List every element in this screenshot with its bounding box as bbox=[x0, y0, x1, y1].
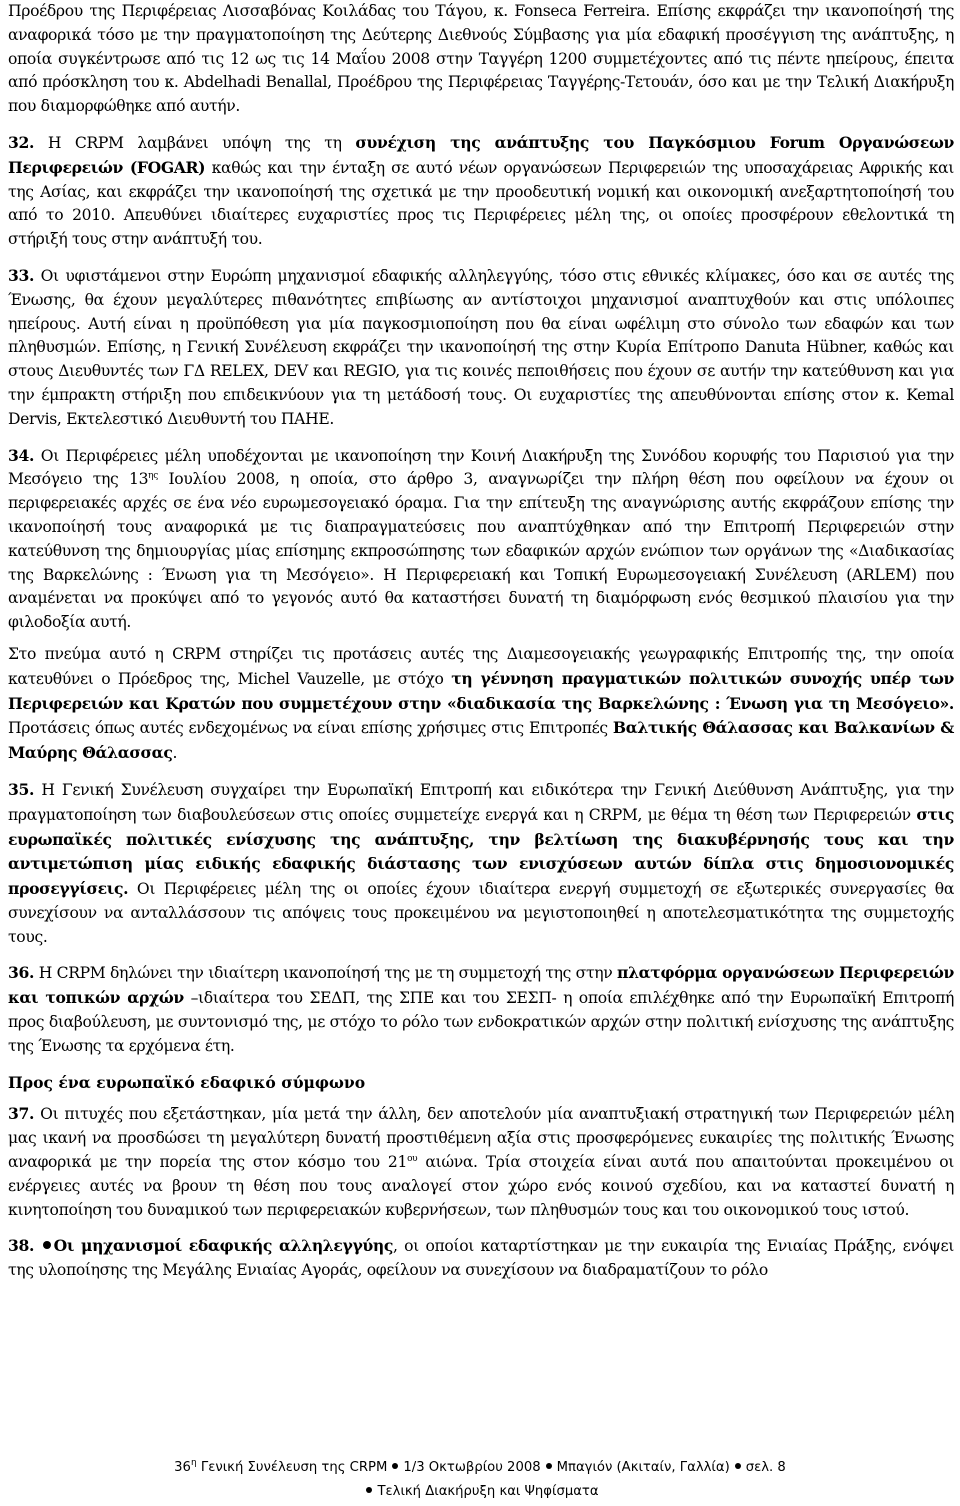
paragraph-number: 34. bbox=[8, 445, 35, 465]
paragraph-text: Η CRPM λαμβάνει υπόψη της τη bbox=[34, 133, 356, 152]
paragraph-number: 35. bbox=[8, 779, 35, 799]
paragraph-bold-text: συνέχιση της ανάπτυξης του Παγκόσμιου Forum Οργανώσεων Περιφερειών (FOGAR) bbox=[8, 132, 954, 177]
paragraph-text: Η CRPM δηλώνει την ιδιαίτερη ικανοποίησή της με τη συμμετοχή της στην bbox=[34, 964, 617, 983]
paragraph-text: Προτάσεις όπως αυτές ενδεχομένως να είναι επίσης χρήσιμες στις Επιτροπές bbox=[8, 719, 613, 738]
paragraph-number: 33. bbox=[8, 265, 35, 285]
paragraph-text: , οι οποίοι καταρτίστηκαν με την ευκαιρία της Ενιαίας Πράξης, ενόψει της υλοποίησης της Μεγάλης Ενιαίας Αγοράς, οφείλουν να συνεχίσουν να διαδραματίζουν το ρόλο bbox=[8, 1237, 954, 1280]
paragraph-text: Οι υφιστάμενοι στην Ευρώπη μηχανισμοί εδαφικής αλληλεγγύης, τόσο στις εθνικές κλίμακες, όσο και σε αυτές της Ένωσης, θα έχουν μεγαλύτερες πιθανότητες επιβίωσης αν αντίστοιχοι μηχανισμοί αναπτυχθούν και στις υπόλοιπες ηπείρους. Αυτή είναι η προϋπόθεση για μία παγκοσμιοποίηση που θα είναι ωφέλιμη στο σύνολο των εδαφών και των πληθυσμών. Επίσης, η Γενική Συνέλευση εκφράζει την ικανοποίησή της στην Κυρία Επίτροπο Danuta Hübner, καθώς και στους Διευθυντές των ΓΔ RELEX, DEV και REGIO, για τις κοινές πεποιθήσεις που έχουν σε αυτήν την κατεύθυνση και για την έμπρακτη στήριξη που επιδεικνύουν για τη μετάδοσή τους. Οι ευχαριστίες της απευθύνονται επίσης στον κ. Kemal Dervis, Εκτελεστικό Διευθυντή του ΠΑΗΕ. bbox=[8, 266, 954, 428]
intro-paragraph bbox=[8, 0, 954, 119]
intro-text: Προέδρου της Περιφέρειας Λισσαβόνας Κοιλάδας του Τάγου, κ. Fonseca Ferreira. Επίσης εκφράζει την ικανοποίησή της αναφορικά τόσο με την πραγματοποίηση της Δεύτερης Διεθνούς Σύμβασης για μία εδαφική προσέγγιση της ανάπτυξης, η οποία συγκέντρωσε από τις 12 ως τις 14 Μαΐου 2008 στην Ταγγέρη 1200 συμμετέχοντες από τις πέντε ηπείρους, έπειτα από πρόσκληση του κ. Abdelhadi Benallal, Προέδρου της Περιφέρειας Ταγγέρης-Τετουάν, όσο και με την Τελική Διακήρυξη που διαμορφώθηκε από αυτήν. bbox=[8, 2, 954, 116]
paragraph-text: Στο πνεύμα αυτό η CRPM στηρίζει τις προτάσεις αυτές της Διαμεσογειακής γεωγραφικής Επιτροπής της, την οποία κατευθύνει ο Πρόεδρος της, Michel Vauzelle, με στόχο bbox=[8, 644, 954, 688]
paragraph-text: καθώς και την ένταξη σε αυτό νέων οργανώσεων Περιφερειών της υποσαχάρειας Αφρικής και της Ασίας, και εκφράζει την ικανοποίησή της σχετικά με την προοδευτική νομική και οικονομική ανεξαρτητοποίησή του από το 2010. Απευθύνει ιδιαίτερες ευχαριστίες προς τις Περιφέρειες μέλη της, οι οποίες προσφέρουν εθελοντικά τη στήριξή τους στην ανάπτυξή του. bbox=[8, 158, 955, 249]
paragraph-text: Οι Περιφέρειες μέλη της οι οποίες έχουν ιδιαίτερα ενεργή συμμετοχή σε εξωτερικές συνεργασίες θα συνεχίσουν να ανταλλάσσουν τις απόψεις τους προκειμένου να μεγιστοποιηθεί η αποτελεσματικότητα της συμμετοχής τους. bbox=[8, 880, 954, 946]
bullet-icon bbox=[43, 1241, 51, 1249]
bullet-icon bbox=[546, 1463, 552, 1469]
paragraph-33 bbox=[8, 264, 954, 432]
footer-event-number: 36 bbox=[174, 1460, 191, 1475]
paragraph-number: 38. bbox=[8, 1236, 35, 1256]
footer-event: Γενική Συνέλευση της CRPM bbox=[196, 1460, 388, 1475]
paragraph-text: αιώνα. Τρία στοιχεία είναι αυτά που απαιτούνται προκειμένου οι ενέργειες αυτές να βρουν τη θέση που τους αναλογεί στον χώρο ενός κοινού σχεδίου, και να καταστεί δυνατή η κινητοποίηση του δυναμικού των περιφερειακών κυβερνήσεων, των πληθυσμών τους και του οικονομικού τους ιστού. bbox=[8, 1153, 955, 1219]
section-heading: Προς ένα ευρωπαϊκό εδαφικό σύμφωνο bbox=[8, 1072, 366, 1092]
footer-superscript: η bbox=[190, 1458, 197, 1468]
paragraph-35 bbox=[8, 778, 954, 950]
paragraph-bold-text: Οι μηχανισμοί εδαφικής αλληλεγγύης bbox=[53, 1236, 394, 1256]
paragraph-number: 36. bbox=[8, 963, 35, 983]
footer-dates: 1/3 Οκτωβρίου 2008 bbox=[403, 1460, 541, 1475]
paragraph-text: Οι πιτυχές που εξετάστηκαν, μία μετά την άλλη, δεν αποτελούν μία αναπτυξιακή στρατηγική των Περιφερειών μέλη μας ικανή να προσδώσει τη μεγαλύτερη δυνατή προστιθέμενη αξία στις προσφερόμενες ευκαιρίες της πολιτικής Ένωσης αναφορικά με την πορεία της στον κόσμο του 21 bbox=[8, 1105, 954, 1172]
paragraph-bold-text: τη γέννηση πραγματικών πολιτικών συνοχής υπέρ των Περιφερειών και Κρατών που συμμετέχουν στην «διαδικασία της Βαρκελώνης : Ένωση για τη Μεσόγειο». bbox=[8, 668, 955, 713]
paragraph-36 bbox=[8, 961, 954, 1058]
bullet-icon bbox=[392, 1463, 398, 1469]
document-page bbox=[8, 0, 954, 1283]
paragraph-text: . bbox=[172, 744, 178, 763]
paragraph-34-continued bbox=[8, 643, 954, 766]
paragraph-bold-text: στις ευρωπαϊκές πολιτικές ενίσχυσης της ανάπτυξης, την βελτίωση της διακυβέρνησής τους και την αντιμετώπιση μίας ειδικής εδαφικής διάστασης των ενισχύσεων αυτών δίπλα στις δημοσιονομικές προσεγγίσεις. bbox=[8, 804, 954, 899]
paragraph-bold-text: Βαλτικής Θάλασσας και Βαλκανίων & Μαύρης Θάλασσας bbox=[8, 718, 954, 763]
paragraph-text: Οι Περιφέρειες μέλη υποδέχονται με ικανοποίηση την Κοινή Διακήρυξη της Συνόδου κορυφής του Παρισιού για την Μεσόγειο της 13 bbox=[8, 446, 954, 489]
page-footer bbox=[0, 1459, 960, 1477]
paragraph-number: 32. bbox=[8, 132, 35, 152]
paragraph-37 bbox=[8, 1102, 954, 1222]
footer-document-title: Τελική Διακήρυξη και Ψηφίσματα bbox=[377, 1484, 599, 1499]
footer-place: Μπαγιόν (Ακιταίν, Γαλλία) bbox=[556, 1460, 730, 1475]
paragraph-text: Ιουλίου 2008, η οποία, στο άρθρο 3, αναγνωρίζει την πλήρη θέση που οφείλουν να έχουν οι περιφερειακές αρχές σε ένα νέο ευρωμεσογειακό όραμα. Για την επίτευξη της αναγνώρισης αυτής εκφράζουν επίσης την ικανοποίησή τους αναφορικά με τις διαπραγματεύσεις που αναπτύχθηκαν από την Επιτροπή Περιφερειών στην κατεύθυνση της δημιουργίας μίας επίσημης εκπροσώπησης των εδαφικών αρχών ενώπιον των οργάνων της «Διαδικασίας της Βαρκελώνης : Ένωση για τη Μεσόγειο». Η Περιφερειακή και Τοπική Ευρωμεσογειακή Συνέλευση (ARLEM) που αναμένεται να προκύψει από το γεγονός αυτό θα καταστήσει δυνατή τη διαμόρφωση ενός θεσμικού πλαισίου για την φιλοδοξία αυτή. bbox=[8, 470, 954, 632]
paragraph-number: 37. bbox=[8, 1104, 35, 1124]
superscript: ης bbox=[148, 471, 158, 482]
paragraph-34 bbox=[8, 444, 954, 635]
paragraph-text: Η Γενική Συνέλευση συγχαίρει την Ευρωπαϊκή Επιτροπή και ειδικότερα την Γενική Διεύθυνση Ανάπτυξης, για την πραγματοποίηση των διαβουλεύσεων στις οποίες συμμετείχε ενεργά και η CRPM, με θέμα τη θέση των Περιφερειών bbox=[8, 780, 954, 824]
paragraph-38 bbox=[8, 1234, 954, 1283]
paragraph-bold-text: πλατφόρμα οργανώσεων Περιφερειών και τοπικών αρχών bbox=[8, 963, 954, 1008]
paragraph-text: –ιδιαίτερα του ΣΕΔΠ, της ΣΠΕ και του ΣΕΣΠ- η οποία επιλέχθηκε από την Ευρωπαϊκή Επιτροπή προς διαβούλευση, με συντονισμό της, με στόχο το ρόλο των ενδοκρατικών αρχών στην πολιτική ενίσχυσης της ανάπτυξης της Ένωσης τα ερχόμενα έτη. bbox=[8, 989, 954, 1055]
superscript: ου bbox=[407, 1154, 418, 1165]
footer-page-number: σελ. 8 bbox=[745, 1460, 786, 1475]
bullet-icon bbox=[366, 1487, 372, 1493]
page-footer-subtitle bbox=[0, 1483, 960, 1501]
paragraph-32 bbox=[8, 131, 954, 252]
bullet-icon bbox=[735, 1463, 741, 1469]
